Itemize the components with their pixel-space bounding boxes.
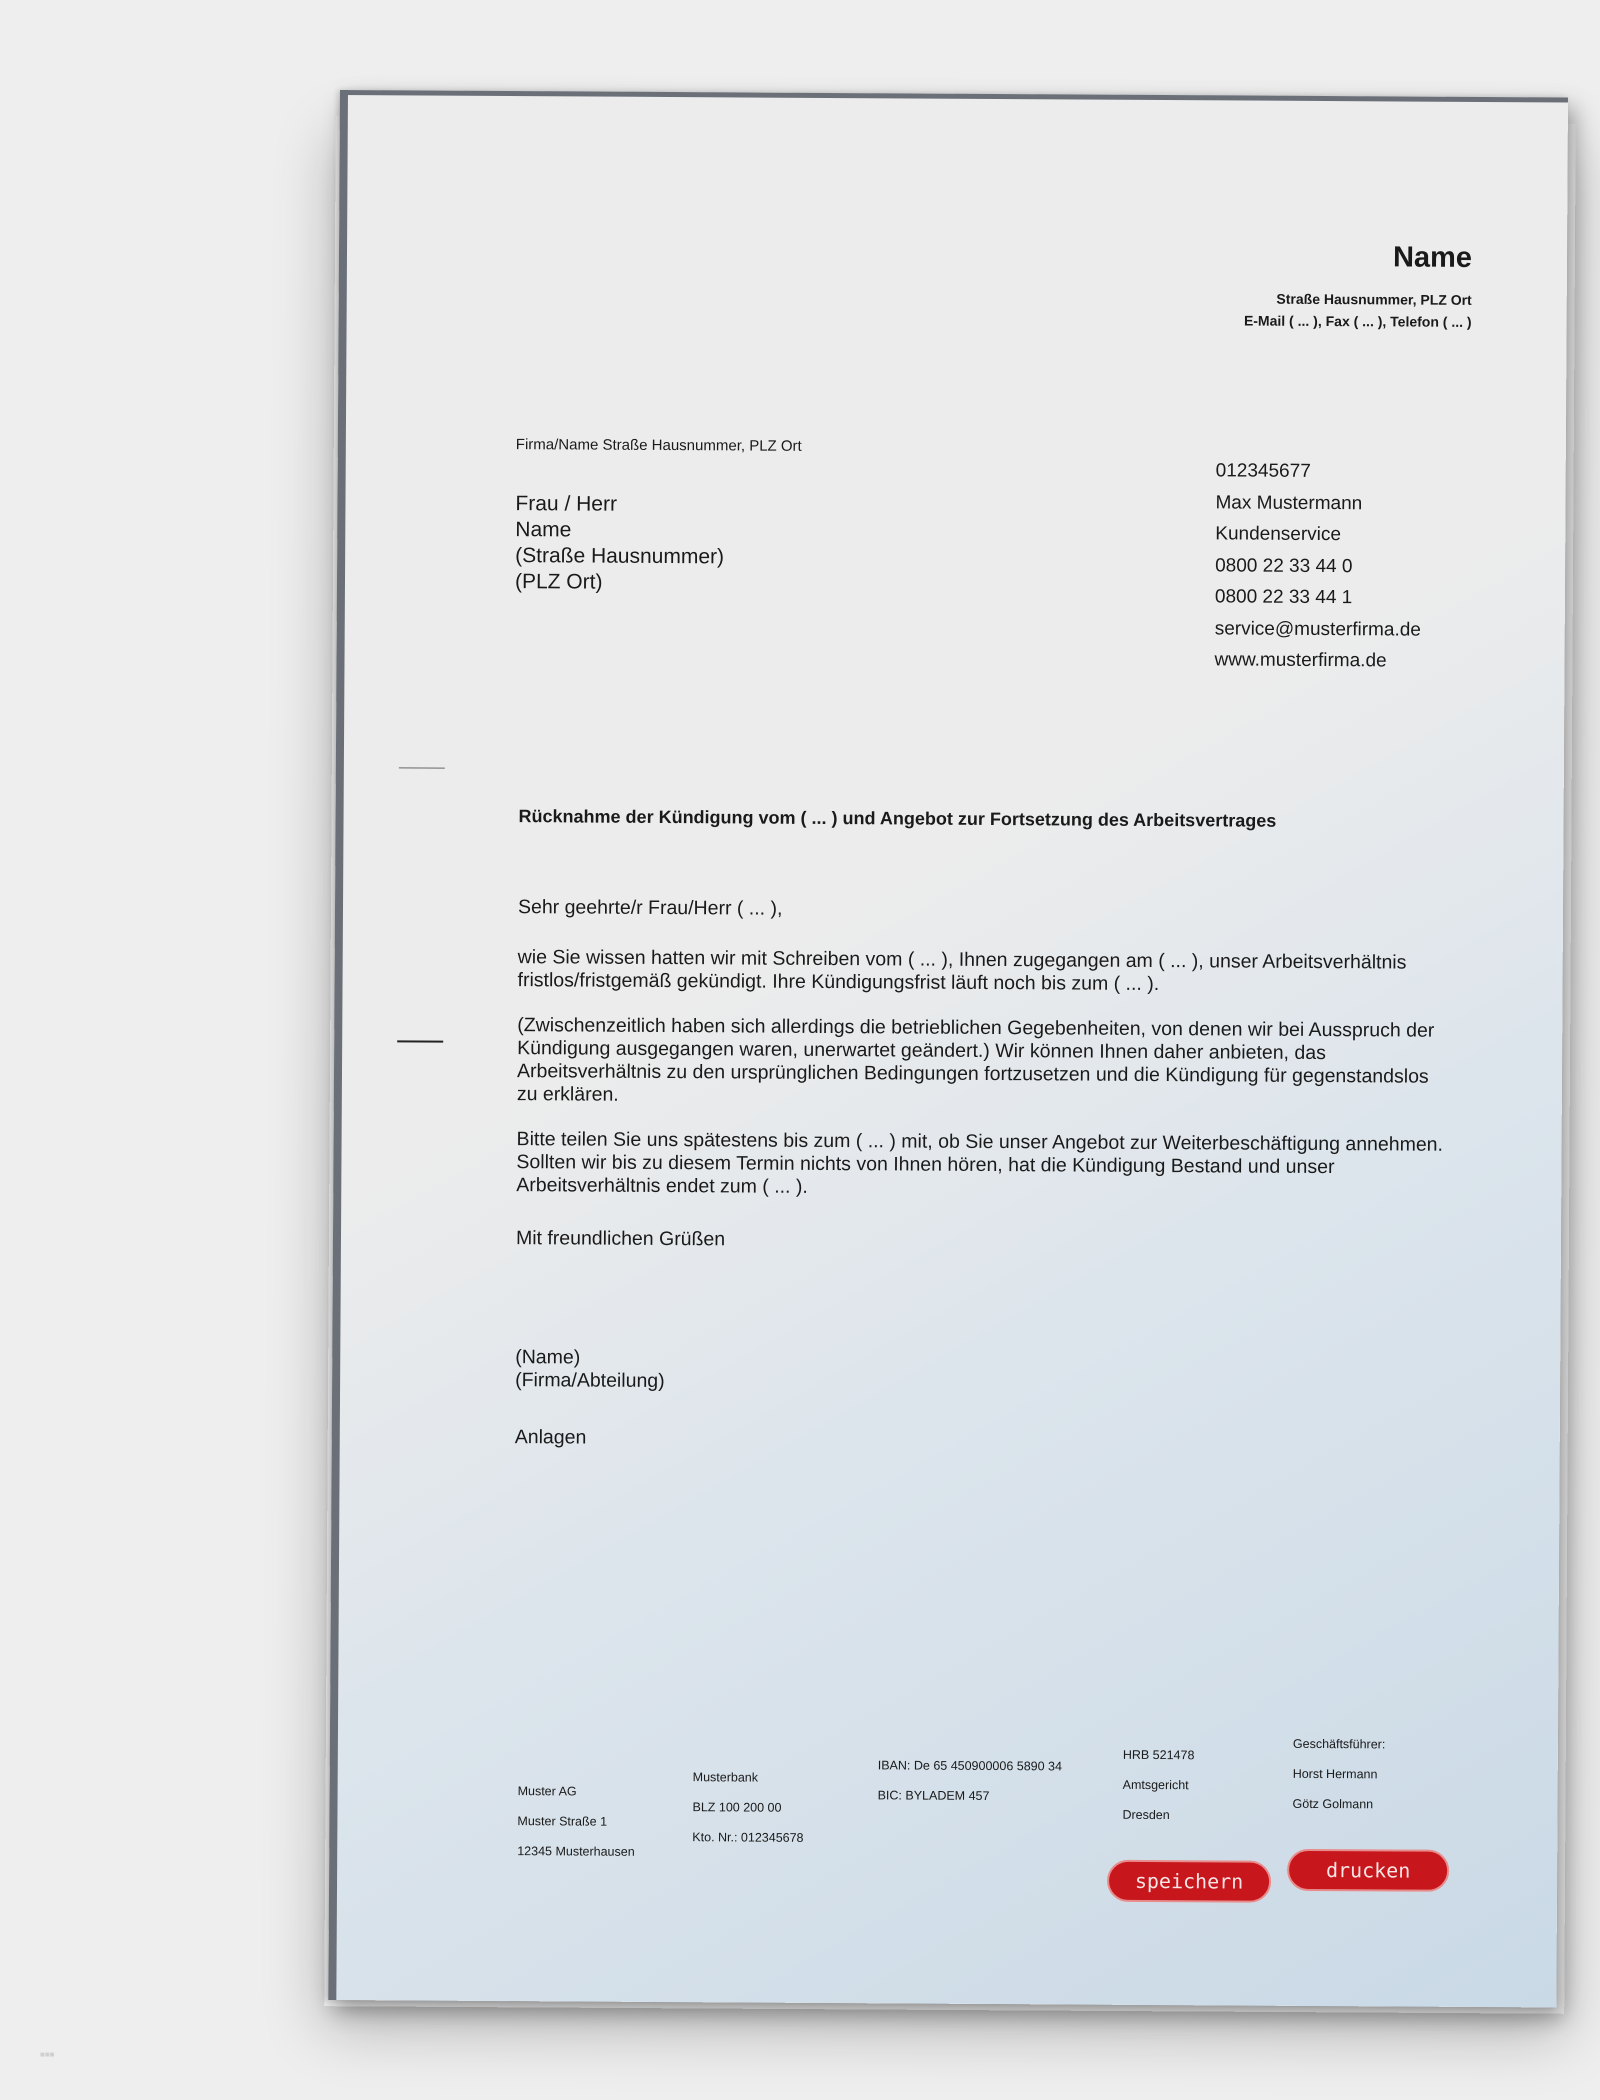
footer-line: Amtsgericht [1122,1777,1189,1793]
footer-register [1122,1740,1194,1830]
return-address: Firma/Name Straße Hausnummer, PLZ Ort [515,436,802,455]
sender-address: Straße Hausnummer, PLZ Ort [1276,290,1472,308]
footer-management [1292,1729,1385,1820]
recipient-address [515,491,725,596]
footer-line: Kto. Nr.: 012345678 [692,1830,804,1845]
subject-line: Rücknahme der Kündigung vom ( ... ) und Angebot zur Fortsetzung des Arbeitsvertrages [518,806,1277,831]
footer-line: BIC: BYLADEM 457 [877,1788,990,1803]
phone: 0800 22 33 44 0 [1215,554,1353,577]
footer-line: Muster AG [517,1784,577,1799]
fold-mark [399,767,445,768]
recipient-line: (Straße Hausnummer) [515,544,725,569]
paragraph: (Zwischenzeitlich haben sich allerdings die betrieblichen Gegebenheiten, von denen wir bei Ausspruch der Kündigung ausgegangen waren, unerwartet geändert.) Wir können Ihnen daher anbieten, das Arbeitsverhältnis zu den ursprünglichen Bedingungen fortzusetzen und die Kündigung für gegenstandslos zu erklären. [516,1014,1435,1106]
salutation: Sehr geehrte/r Frau/Herr ( ... ), [517,896,783,920]
footer-line: Geschäftsführer: [1292,1736,1386,1752]
reference-number: 012345677 [1215,460,1311,482]
attachments-label: Anlagen [514,1426,587,1449]
contact-person: Max Mustermann [1215,491,1363,514]
footer-line: Musterbank [692,1770,759,1785]
contact-block [1214,455,1422,677]
recipient-line: Frau / Herr [515,492,618,516]
signature-name: (Name) [515,1346,581,1369]
paragraph: wie Sie wissen hatten wir mit Schreiben vom ( ... ), Ihnen zugegangen am ( ... ), unser Arbeitsverhältnis fristlos/fristgemäß gekündigt. Ihre Kündigungsfrist läuft noch bis zum ( ... ). [517,946,1407,996]
save-button[interactable]: speichern [1107,1860,1271,1903]
sender-contact: E-Mail ( ... ), Fax ( ... ), Telefon ( ... ) [1243,312,1472,330]
footer-bank [692,1762,804,1853]
closing: Mit freundlichen Grüßen [515,1227,726,1251]
sender-name: Name [1392,241,1473,274]
footer-line: IBAN: De 65 450900006 5890 34 [877,1758,1063,1774]
footer-iban [878,1750,1063,1811]
letter-body [516,946,1448,1278]
footer-line: Götz Golmann [1292,1796,1374,1812]
footer-line: 12345 Musterhausen [517,1844,635,1859]
footer-company [517,1776,635,1867]
signature-block [515,1346,1445,1398]
punch-mark [397,1040,443,1042]
paragraph: Bitte teilen Sie uns spätestens bis zum ( ... ) mit, ob Sie unser Angebot zur Weiterbeschäftigung annehmen. Sollten wir bis zu diesem Termin nichts von Ihnen hören, hat die Kündigung Bestand und unser Arbeitsverhältnis endet zum ( ... ). [516,1128,1444,1198]
footer-line: Muster Straße 1 [517,1814,608,1829]
department: Kundenservice [1215,523,1342,546]
footer-line: Horst Hermann [1292,1766,1378,1782]
letter-page [328,90,1568,2007]
website: www.musterfirma.de [1214,649,1387,672]
footer-line: Dresden [1122,1807,1170,1823]
watermark: ■■■ [40,2050,55,2059]
recipient-line: (PLZ Ort) [514,570,603,594]
footer-line: BLZ 100 200 00 [692,1800,782,1815]
footer-line: HRB 521478 [1122,1747,1195,1763]
print-button[interactable]: drucken [1287,1849,1449,1892]
email: service@musterfirma.de [1214,617,1421,641]
fax: 0800 22 33 44 1 [1214,586,1353,609]
signature-department: (Firma/Abteilung) [515,1369,665,1393]
recipient-line: Name [515,518,572,542]
